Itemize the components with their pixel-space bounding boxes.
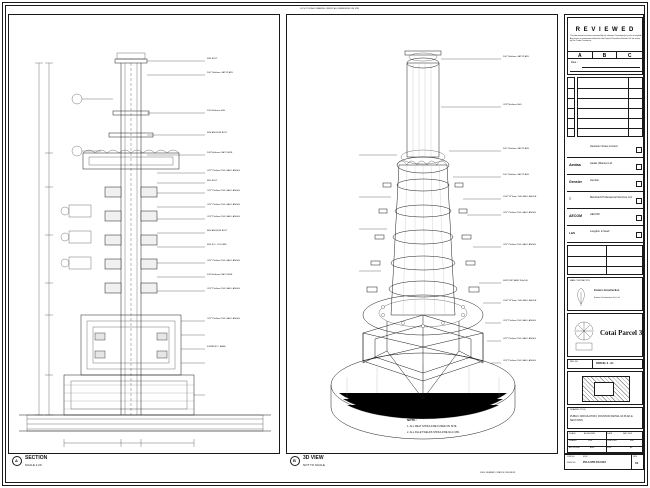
main-contractor-detail: Fosters Construction Co. Ltd. — [594, 297, 621, 299]
revision-strip — [567, 77, 575, 137]
consultant-checkbox[interactable] — [636, 215, 642, 221]
project-name: Cotai Parcel 3 — [600, 329, 643, 337]
stamp-heading: R E V I E W E D — [575, 27, 635, 33]
consultant-logo-langdon: L&S — [569, 231, 575, 235]
callout-text: SUPPORT ARM 150x100 — [503, 280, 528, 282]
callout-text: CFP*75x6mm THK GALV. ANGLE — [207, 170, 241, 172]
callout-text: CFP*75x6mm THK GALV. ANGLE — [503, 338, 537, 340]
approved-label: APPROVED — [569, 447, 581, 449]
consultant-detail: Aedas (Macau) Ltd. — [590, 162, 613, 165]
callout-text: CFP*75x6mm THK GALV. ANGLE — [207, 190, 241, 192]
checked-label: CHECKED — [607, 440, 617, 442]
callout-text: CFP*75x6mm THK GALV. ANGLE — [207, 288, 241, 290]
stamp-grade-b[interactable]: B — [593, 52, 618, 58]
approval-grid — [567, 245, 643, 275]
consultant-checkbox[interactable] — [636, 164, 642, 170]
approved-value: ANG — [590, 447, 595, 449]
callout-text: M24 BOLT — [207, 58, 218, 60]
stamp-grade-c[interactable]: C — [627, 53, 632, 59]
notes-line: 2. ALL FILLET WELDS SHOULD BE 6mm MIN. — [407, 431, 460, 434]
callout-text: 240 *50x6mm CAP PLATE — [503, 56, 529, 58]
job-value: 0902 — [583, 456, 588, 458]
callout-text: CFP*75x6mm THK GALV. ANGLE — [503, 360, 537, 362]
section-drawing — [9, 15, 281, 455]
consultant-row — [567, 158, 643, 175]
drawing-title-label: DRAWING TITLE — [570, 409, 586, 411]
consultant-row — [567, 141, 643, 158]
panel-section-view — [8, 14, 280, 454]
drawn-label: DRAWN — [569, 440, 577, 442]
consultant-checkbox[interactable] — [636, 181, 642, 187]
stamp-grade-row — [568, 51, 642, 59]
callout-text: 240*50x6mm CAP PLATE — [207, 152, 233, 154]
stamp-grade-a[interactable]: A — [568, 52, 593, 58]
key-plan-block — [567, 371, 643, 405]
main-contractor-name: Fosters Construction — [594, 289, 620, 292]
panel-a-scale: SCALE 1:20 — [25, 463, 42, 467]
date-label: DATE — [607, 433, 613, 435]
callout-text: CFP*75x6mm THK GALV. ANGLE — [503, 320, 537, 322]
project-block — [567, 313, 643, 357]
section-marker-letter: A — [15, 458, 18, 463]
callout-text: M20 ANCHOR BOLT — [207, 230, 228, 232]
callout-text: M24 ANCHOR BOLT — [207, 132, 228, 134]
sheet-note: DWG. NUMBER / STATUS / REVISION — [480, 472, 516, 474]
main-contractor-label: MAIN CONTRACTOR — [570, 280, 590, 282]
callout-text: L200*75*6mm THK GALV. ANGLE — [503, 300, 537, 302]
rev-label: REV. — [633, 456, 638, 458]
drawing-meta-grid — [567, 431, 643, 453]
consultant-logo-aecom: AECOM — [569, 214, 583, 218]
drawn-value: CHK — [588, 440, 593, 442]
reviewed-stamp — [567, 17, 643, 75]
consultant-name: Hewitson Street Limited — [590, 145, 618, 148]
drawing-title-block — [567, 407, 643, 429]
consultant-row — [567, 175, 643, 192]
drawing-title-value: PUBLIC CIRCULATION, FOUNTAIN DETAIL 04 PLAN & SECTIONS — [570, 415, 633, 422]
callout-text: M16 R.C. COLUMN — [207, 244, 227, 246]
consultant-detail: Meinhardt Professional Services Ltd. — [590, 196, 633, 199]
size-label: SIZE — [607, 447, 612, 449]
scale-label: SCALE — [569, 433, 576, 435]
consultant-row — [567, 192, 643, 209]
callout-text: CFP*75x6mm THK GALV. ANGLE — [207, 204, 241, 206]
date-value: SEP 2009 — [623, 433, 632, 435]
scale-value: AS SHOWN — [584, 433, 595, 435]
stamp-body: This document has been reviewed by the relevant Consultant(s) and is accepted. Any errors or omissions referred to the Project Procedure Section 5.4 for action by the Trade Contractor. — [570, 35, 642, 43]
dwg-value: PCL3-STR-FD-0104 — [583, 461, 606, 464]
consultant-checkbox[interactable] — [636, 198, 642, 204]
callout-text: 240*50x6mm CAP PLATE — [207, 274, 233, 276]
callout-text: M20 BOLT — [207, 180, 218, 182]
panel-b-scale: NOT TO SCALE — [303, 463, 325, 467]
callout-text: CFP*75x6mm THK GALV. ANGLE — [207, 216, 241, 218]
consultant-detail: AECOM — [590, 213, 600, 216]
project-ref-label: REF. NO. — [570, 361, 579, 363]
project-ref-value: PARCEL 3 - A1 — [596, 362, 614, 365]
consultant-logo-gensler: Gensler — [569, 180, 583, 184]
main-contractor-block — [567, 277, 643, 311]
callout-text: CFP*75x6mm THK GALV. ANGLE — [207, 318, 241, 320]
callout-text: CFP*75x6mm THK GALV. ANGLE — [503, 244, 537, 246]
project-logo — [571, 319, 597, 353]
checked-value: MJK — [630, 440, 634, 442]
top-note: DO NOT SCALE DRAWING. VERIFY ALL DIMENSIONS ON SITE — [300, 8, 360, 10]
consultant-row — [567, 209, 643, 226]
consultant-detail: Langdon & Seah — [590, 230, 610, 233]
panel-a-label: SECTION — [25, 455, 48, 461]
revision-table — [577, 77, 643, 137]
consultant-row — [567, 226, 643, 243]
rev-value: 01 — [635, 461, 639, 465]
callout-text: 240 *50x6mm CAP PLATE — [503, 174, 529, 176]
job-label: JOB NO. — [567, 456, 576, 458]
view-marker-letter: B — [293, 458, 296, 463]
consultant-detail: Gensler — [590, 179, 600, 182]
panel-b-label: 3D VIEW — [303, 455, 324, 461]
callout-text: 240 *50x6mm CAP PLATE — [207, 72, 233, 74]
callout-text: CFP*75x6mm THK GALV. ANGLE — [503, 212, 537, 214]
size-value: A1 — [630, 447, 633, 449]
consultant-logo-meinhardt: ≡ — [569, 196, 572, 201]
panel-3d-view — [286, 14, 558, 454]
stamp-date-label: Date : — [571, 61, 578, 64]
notes-heading: NOTE : — [407, 418, 418, 422]
title-block — [564, 14, 644, 454]
consultant-logo-aedas: Aedas — [569, 162, 582, 167]
dwg-number-bar — [564, 454, 644, 470]
callout-text: CFP*75x6mm THK GALV. ANGLE — [207, 260, 241, 262]
callout-text: 240 *50x6mm CAP PLATE — [503, 148, 529, 150]
contractor-logo — [570, 286, 592, 308]
callout-text: L200*75*6mm THK GALV. ANGLE — [503, 196, 537, 198]
project-ref-row — [567, 359, 643, 369]
callout-text: 150*50x6mm SHS — [207, 110, 225, 112]
callout-text: 420MM R.C. BASE — [207, 346, 226, 348]
dwg-label: DWG NO. — [567, 462, 576, 464]
consultant-checkbox[interactable] — [636, 232, 642, 238]
notes-line: 1. ALL WELT SHOULD BE FUSED ON SITE. — [407, 425, 458, 428]
consultant-checkbox[interactable] — [636, 147, 642, 153]
isometric-drawing — [287, 15, 559, 455]
callout-text: CFP*50x6mm SHS — [503, 104, 522, 106]
